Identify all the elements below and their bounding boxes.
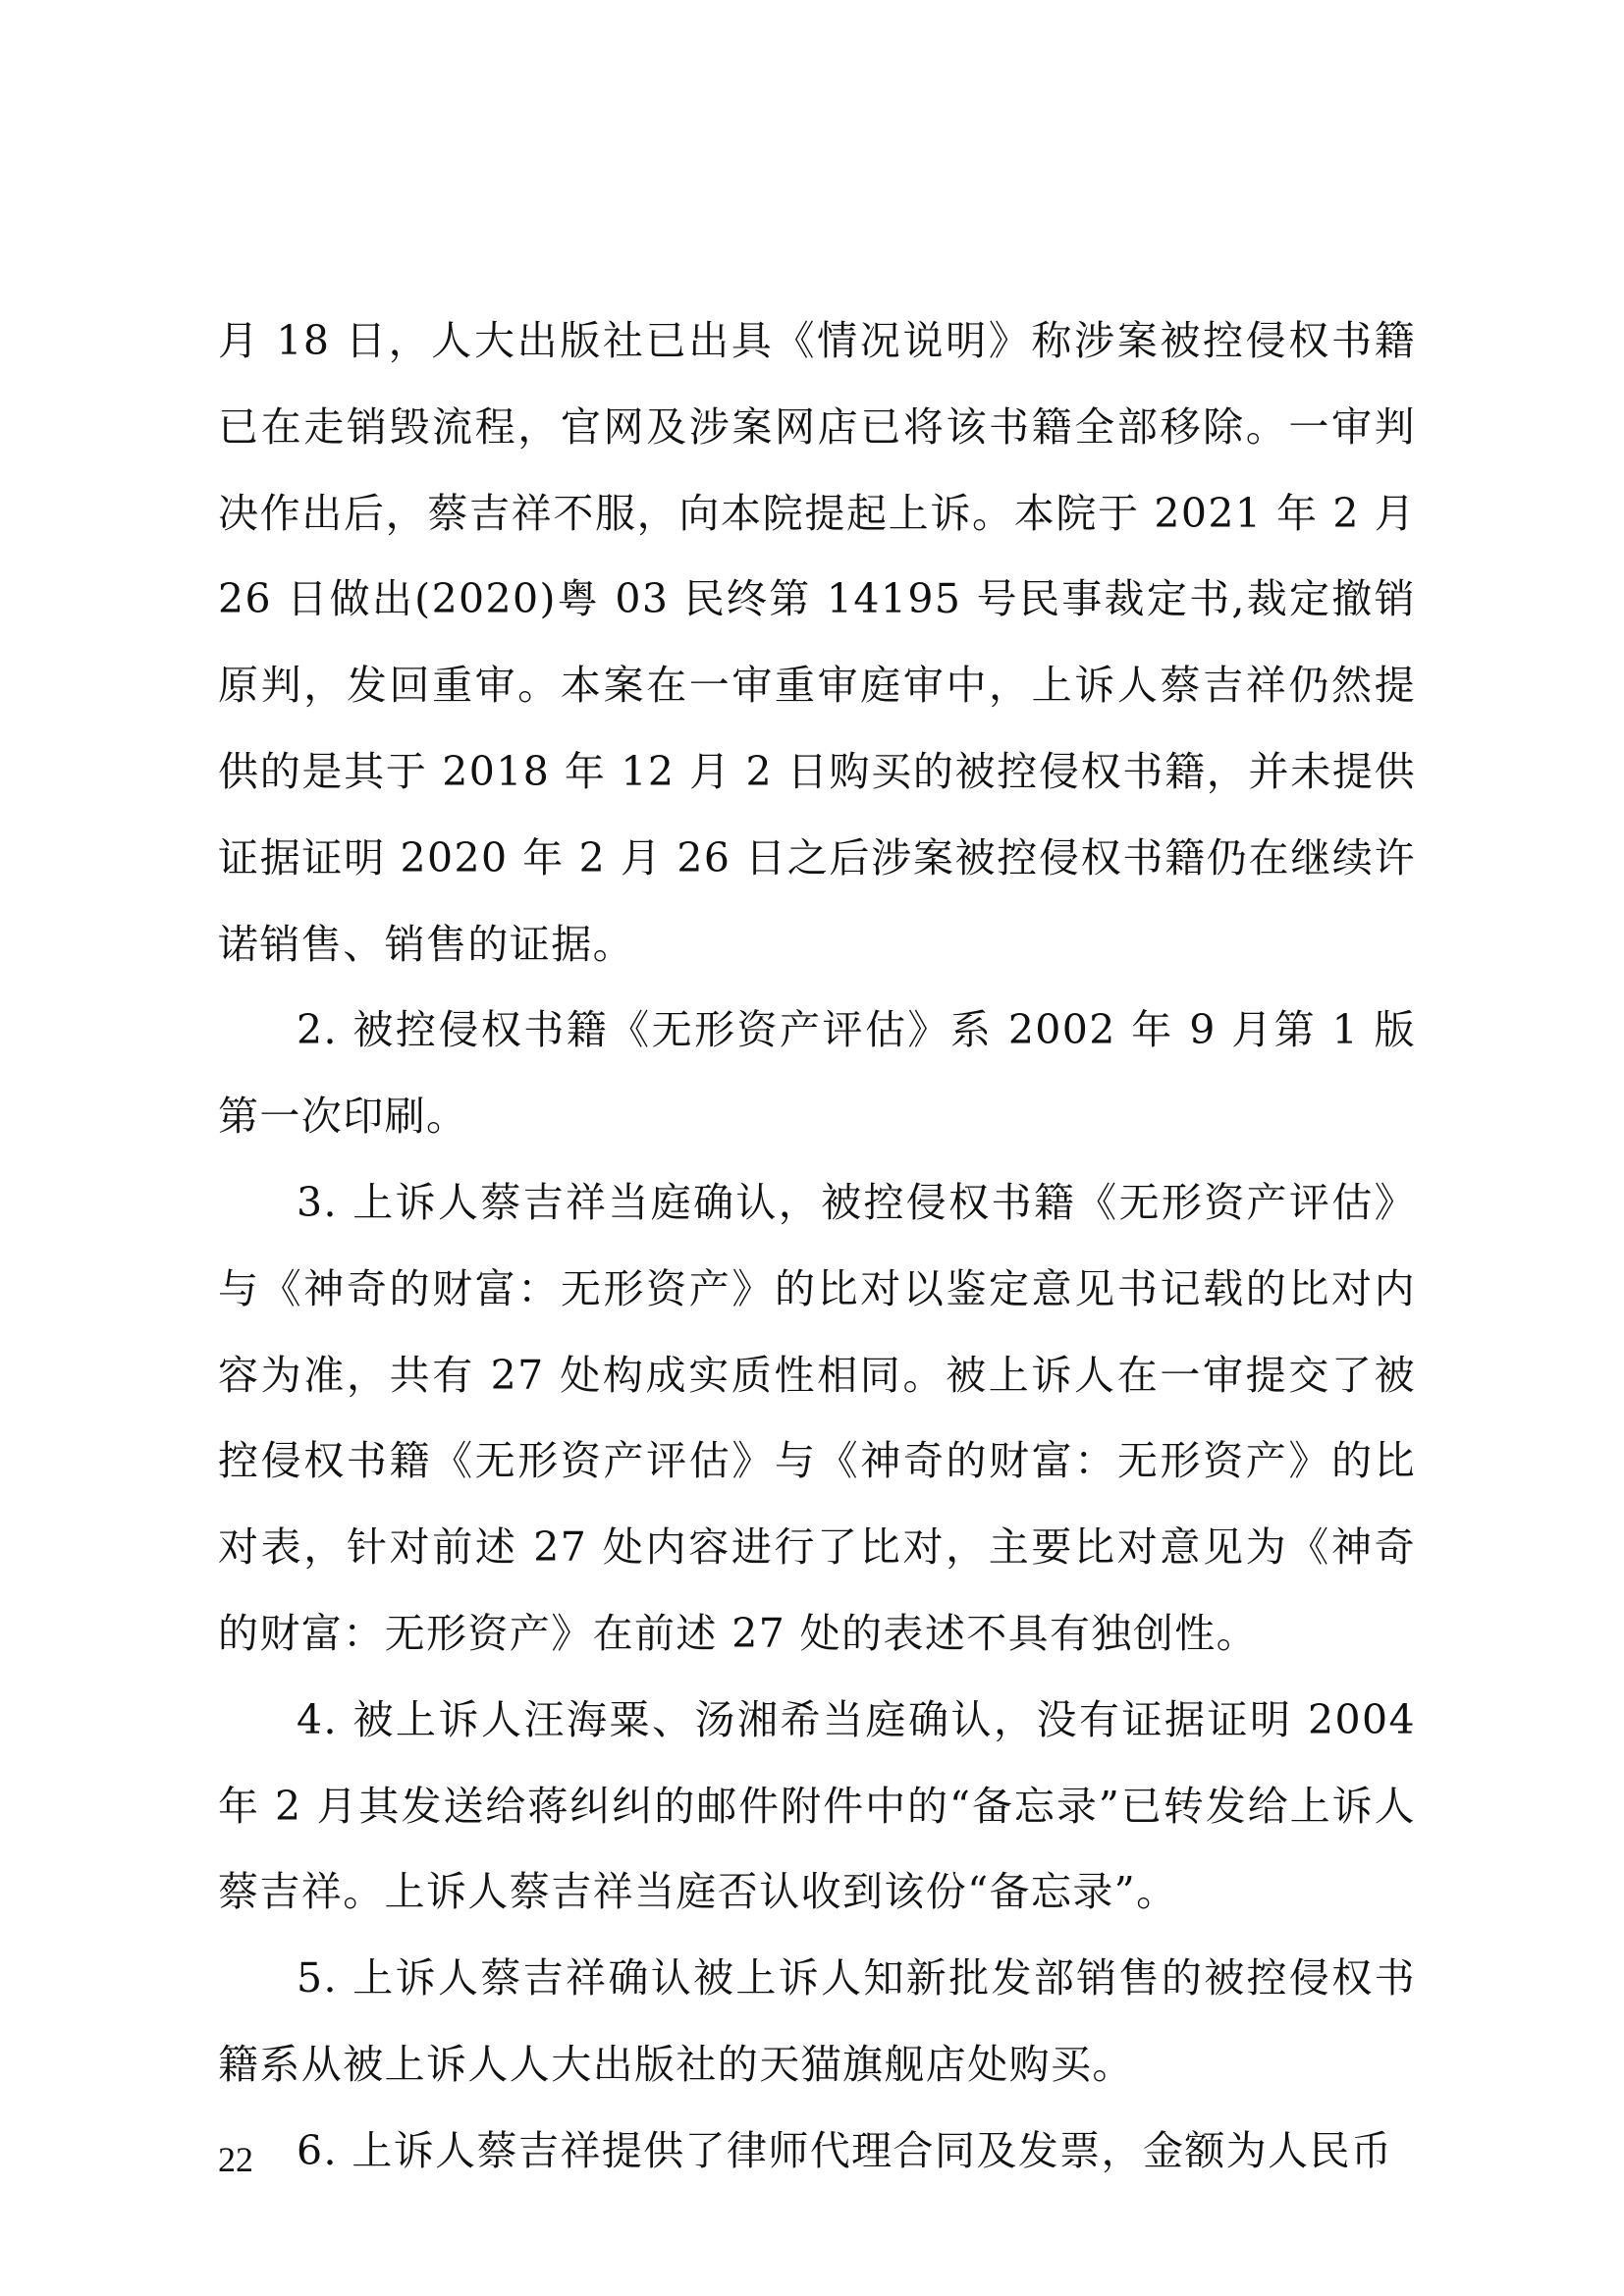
- paragraph-2: 2. 被控侵权书籍《无形资产评估》系 2002 年 9 月第 1 版第一次印刷。: [218, 1006, 1416, 1141]
- paragraph-continued: 月 18 日，人大出版社已出具《情况说明》称涉案被控侵权书籍已在走销毁流程，官网及涉案网店已将该书籍全部移除。一审判决作出后，蔡吉祥不服，向本院提起上诉。本院于 2021 年 2 月 26 日做出(2020)粤 03 民终第 14195 号民事裁定书,裁定撤销原判，发回重审。本案在一审重审庭审中，上诉人蔡吉祥仍然提供的是其于 2018 年 12 月 2 日购买的被控侵权书籍，并未提供证据证明 2020 年 2 月 26 日之后涉案被控侵权书籍仍在继续许诺销售、销售的证据。: [218, 317, 1416, 968]
- page-number: 22: [218, 2140, 253, 2179]
- paragraph-6: 6. 上诉人蔡吉祥提供了律师代理合同及发票，金额为人民币: [297, 2126, 1393, 2174]
- paragraph-3: 3. 上诉人蔡吉祥当庭确认，被控侵权书籍《无形资产评估》与《神奇的财富：无形资产》的比对以鉴定意见书记载的比对内容为准，共有 27 处构成实质性相同。被上诉人在一审提交了被控侵权书籍《无形资产评估》与《神奇的财富：无形资产》的比对表，针对前述 27 处内容进行了比对，主要比对意见为《神奇的财富：无形资产》在前述 27 处的表述不具有独创性。: [218, 1178, 1416, 1657]
- document-body: [218, 298, 1416, 2195]
- paragraph-5: 5. 上诉人蔡吉祥确认被上诉人知新批发部销售的被控侵权书籍系从被上诉人人大出版社的天猫旗舰店处购买。: [218, 1954, 1416, 2088]
- paragraph-4: 4. 被上诉人汪海粟、汤湘希当庭确认，没有证据证明 2004 年 2 月其发送给蒋纠纠的邮件附件中的“备忘录”已转发给上诉人蔡吉祥。上诉人蔡吉祥当庭否认收到该份“备忘录”。: [218, 1695, 1416, 1916]
